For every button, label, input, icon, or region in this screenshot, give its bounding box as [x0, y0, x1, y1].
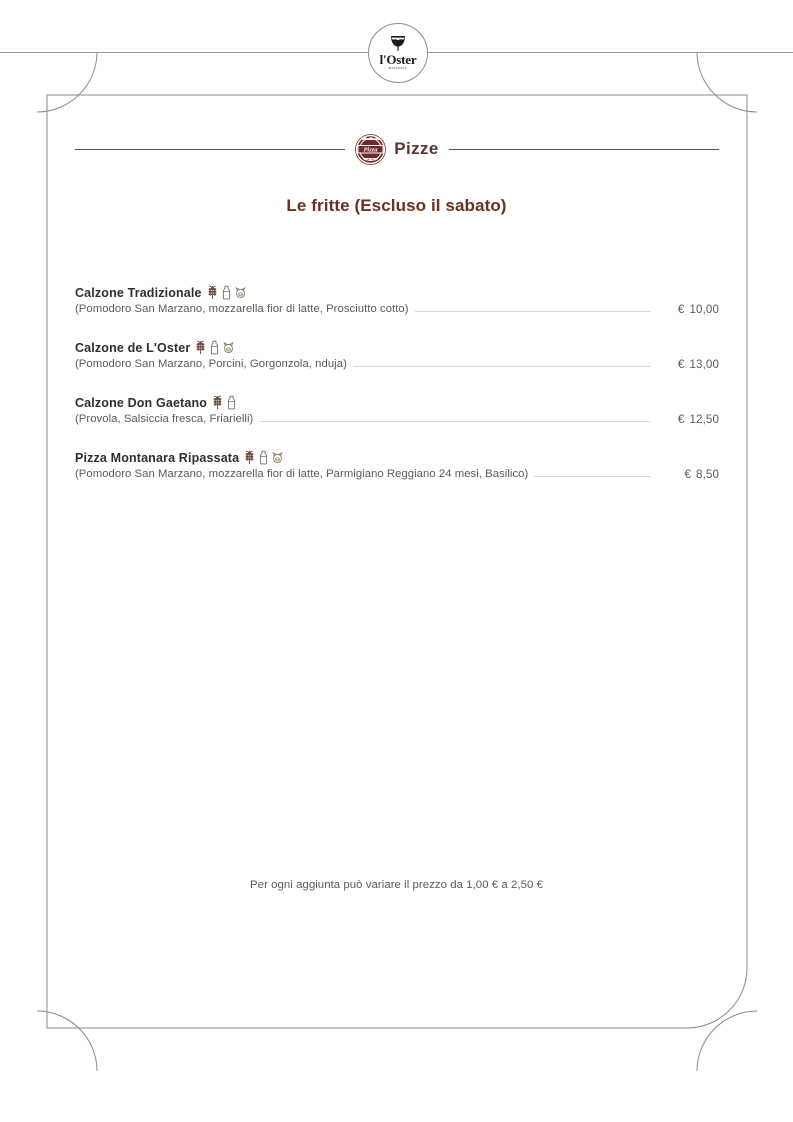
brand-logo-subtext: BISTROT [388, 66, 408, 71]
gluten-icon [211, 395, 224, 410]
price-value: 12,50 [689, 413, 719, 426]
pizza-stamp-icon [355, 134, 386, 165]
price-leader-line [259, 421, 651, 422]
price-leader-line [353, 366, 651, 367]
menu-item [75, 285, 719, 316]
menu-item-detail-row [75, 413, 719, 426]
menu-item-detail-row [75, 358, 719, 371]
menu-item-description: (Provola, Salsiccia fresca, Friarielli) [75, 413, 254, 425]
menu-item-detail-row [75, 468, 719, 481]
pork-icon [222, 340, 235, 355]
currency-symbol: € [677, 358, 685, 371]
gluten-icon [243, 450, 256, 465]
menu-item-description: (Pomodoro San Marzano, mozzarella fior di latte, Parmigiano Reggiano 24 mesi, Basilico) [75, 468, 529, 480]
section-rule-left [75, 149, 345, 150]
milk-icon [257, 450, 270, 465]
price-leader-line [534, 476, 651, 477]
menu-item [75, 395, 719, 426]
currency-symbol: € [684, 468, 692, 481]
brand-logo [368, 23, 428, 83]
milk-icon [225, 395, 238, 410]
menu-item-name: Calzone Don Gaetano [75, 395, 208, 410]
section-title: Pizze [394, 139, 439, 158]
price-leader-line [415, 311, 651, 312]
menu-item [75, 340, 719, 371]
menu-item [75, 450, 719, 481]
menu-item-price [657, 358, 719, 371]
menu-list [75, 285, 719, 505]
allergen-icon-group [206, 285, 247, 300]
pork-icon [234, 285, 247, 300]
menu-item-name: Calzone de L'Oster [75, 340, 191, 355]
menu-item-description: (Pomodoro San Marzano, Porcini, Gorgonzola, nduja) [75, 358, 347, 370]
currency-symbol: € [677, 303, 685, 316]
menu-item-heading [75, 395, 719, 410]
price-value: 10,00 [689, 303, 719, 316]
allergen-icon-group [243, 450, 284, 465]
price-value: 13,00 [689, 358, 719, 371]
menu-item-description: (Pomodoro San Marzano, mozzarella fior di latte, Prosciutto cotto) [75, 303, 409, 315]
section-subtitle: Le fritte (Escluso il sabato) [286, 196, 507, 215]
menu-item-price [657, 303, 719, 316]
menu-item-name: Pizza Montanara Ripassata [75, 450, 240, 465]
menu-item-price [657, 413, 719, 426]
gluten-icon [206, 285, 219, 300]
section-header-center [355, 134, 439, 165]
brand-logo-wordmark: l'Oster [379, 52, 417, 68]
currency-symbol: € [677, 413, 685, 426]
surcharge-note: Per ogni aggiunta può variare il prezzo da 1,00 € a 2,50 € [250, 879, 543, 891]
menu-item-detail-row [75, 303, 719, 316]
menu-item-heading [75, 450, 719, 465]
menu-item-name: Calzone Tradizionale [75, 285, 202, 300]
wine-glass-icon [388, 35, 408, 52]
allergen-icon-group [211, 395, 238, 410]
milk-icon [220, 285, 233, 300]
menu-item-heading [75, 285, 719, 300]
allergen-icon-group [194, 340, 235, 355]
section-header [75, 133, 719, 165]
price-value: 8,50 [696, 468, 719, 481]
menu-item-heading [75, 340, 719, 355]
pork-icon [271, 450, 284, 465]
svg-text:Pizza: Pizza [363, 146, 378, 153]
section-rule-right [449, 149, 719, 150]
milk-icon [208, 340, 221, 355]
menu-item-price [657, 468, 719, 481]
gluten-icon [194, 340, 207, 355]
